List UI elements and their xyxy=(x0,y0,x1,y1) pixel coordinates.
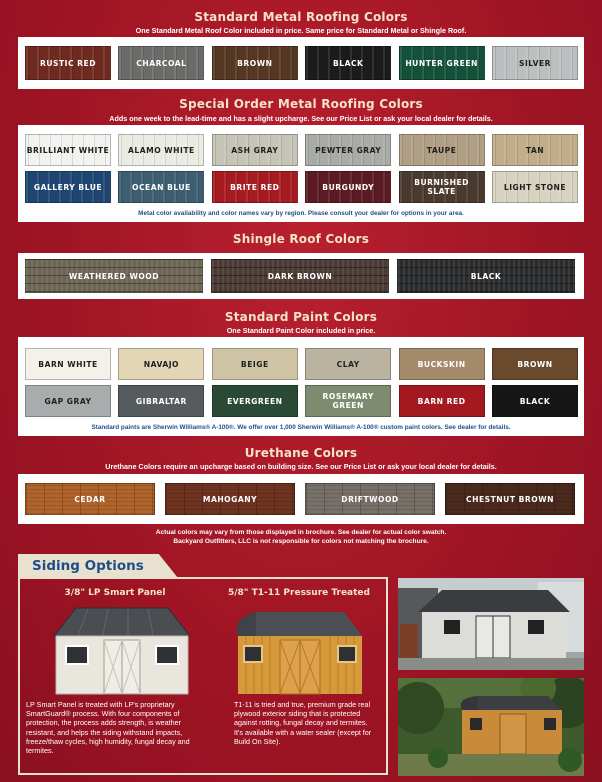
swatch-gallery-blue: GALLERY BLUE xyxy=(25,171,111,203)
special-metal-note: Metal color availability and color names vary by region. Please consult your dealer for options in your area. xyxy=(138,210,464,217)
swatch-buckskin: BUCKSKIN xyxy=(399,348,485,380)
swatch-tan: TAN xyxy=(492,134,578,166)
wood-shed-photo xyxy=(398,678,584,776)
swatch-burgundy: BURGUNDY xyxy=(305,171,391,203)
standard-metal-panel xyxy=(18,37,584,89)
urethane-panel xyxy=(18,474,584,524)
lp-heading: 3/8" LP Smart Panel xyxy=(64,588,166,598)
swatch-cedar: CEDAR xyxy=(25,483,155,515)
white-shed-photo xyxy=(398,578,584,670)
swatch-beige: BEIGE xyxy=(212,348,298,380)
swatch-hunter-green: HUNTER GREEN xyxy=(399,46,485,80)
swatch-taupe: TAUPE xyxy=(399,134,485,166)
swatch-black: BLACK xyxy=(305,46,391,80)
swatch-barn-red: BARN RED xyxy=(399,385,485,417)
special-metal-title: Special Order Metal Roofing Colors xyxy=(179,97,423,111)
siding-title: Siding Options xyxy=(32,558,144,574)
swatch-gibraltar: GIBRALTAR xyxy=(118,385,204,417)
lp-description: LP Smart Panel is treated with LP's proprietary SmartGuard® process. With four components of protection, the process adds strength, is weather resistant, and helps the siding withstand impacts, freeze/thaw cycles, high humidity, fungal decay and termites. xyxy=(26,700,190,756)
swatch-dark-brown: DARK BROWN xyxy=(211,259,389,293)
t111-description: T1-11 is tried and true, premium grade real plywood exterior siding that is protected against rotting, fungal decay and termites. It's available with a water sealer (except for Build On Site). xyxy=(234,700,372,746)
standard-metal-subtitle: One Standard Metal Roof Color included in price. Same price for Standard Metal or Shingle Roof. xyxy=(135,26,467,35)
shingle-panel xyxy=(18,253,584,299)
urethane-subtitle: Urethane Colors require an upcharge based on building size. See our Price List or ask your local dealer for details. xyxy=(105,462,497,471)
disclaimer-line-1: Actual colors may vary from those displayed in brochure. See dealer for actual color swatch. xyxy=(155,529,447,536)
swatch-brown: BROWN xyxy=(492,348,578,380)
urethane-title: Urethane Colors xyxy=(244,446,358,460)
swatch-ocean-blue: OCEAN BLUE xyxy=(118,171,204,203)
swatch-driftwood: DRIFTWOOD xyxy=(305,483,435,515)
paint-note: Standard paints are Sherwin Williams® A-100®. We offer over 1,000 Sherwin Williams® A-100® custom paint colors. See dealer for details. xyxy=(91,424,511,431)
swatch-navajo: NAVAJO xyxy=(118,348,204,380)
swatch-black: BLACK xyxy=(492,385,578,417)
swatch-rosemary-green: ROSEMARY GREEN xyxy=(305,385,391,417)
swatch-mahogany: MAHOGANY xyxy=(165,483,295,515)
t111-heading: 5/8" T1-11 Pressure Treated xyxy=(228,588,370,598)
swatch-gap-gray: GAP GRAY xyxy=(25,385,111,417)
swatch-clay: CLAY xyxy=(305,348,391,380)
swatch-burnished-slate: BURNISHED SLATE xyxy=(399,171,485,203)
standard-metal-title: Standard Metal Roofing Colors xyxy=(194,10,408,24)
swatch-brown: BROWN xyxy=(212,46,298,80)
swatch-evergreen: EVERGREEN xyxy=(212,385,298,417)
swatch-silver: SILVER xyxy=(492,46,578,80)
swatch-barn-white: BARN WHITE xyxy=(25,348,111,380)
swatch-rustic-red: RUSTIC RED xyxy=(25,46,111,80)
paint-panel xyxy=(18,337,584,436)
swatch-charcoal: CHARCOAL xyxy=(118,46,204,80)
paint-subtitle: One Standard Paint Color included in price. xyxy=(226,326,376,335)
paint-title: Standard Paint Colors xyxy=(224,310,378,324)
special-metal-subtitle: Adds one week to the lead-time and has a slight upcharge. See our Price List or ask your local dealer for details. xyxy=(109,114,493,123)
swatch-alamo-white: ALAMO WHITE xyxy=(118,134,204,166)
shingle-title: Shingle Roof Colors xyxy=(232,232,370,246)
special-metal-panel xyxy=(18,125,584,222)
swatch-black: BLACK xyxy=(397,259,575,293)
lp-shed-image xyxy=(48,604,196,696)
swatch-chestnut-brown: CHESTNUT BROWN xyxy=(445,483,575,515)
swatch-light-stone: LIGHT STONE xyxy=(492,171,578,203)
disclaimer-line-2: Backyard Outfitters, LLC is not responsible for colors not matching the brochure. xyxy=(173,538,429,545)
swatch-pewter-gray: PEWTER GRAY xyxy=(305,134,391,166)
t111-shed-image xyxy=(226,606,374,696)
swatch-weathered-wood: WEATHERED WOOD xyxy=(25,259,203,293)
swatch-ash-gray: ASH GRAY xyxy=(212,134,298,166)
swatch-brilliant-white: BRILLIANT WHITE xyxy=(25,134,111,166)
swatch-brite-red: BRITE RED xyxy=(212,171,298,203)
